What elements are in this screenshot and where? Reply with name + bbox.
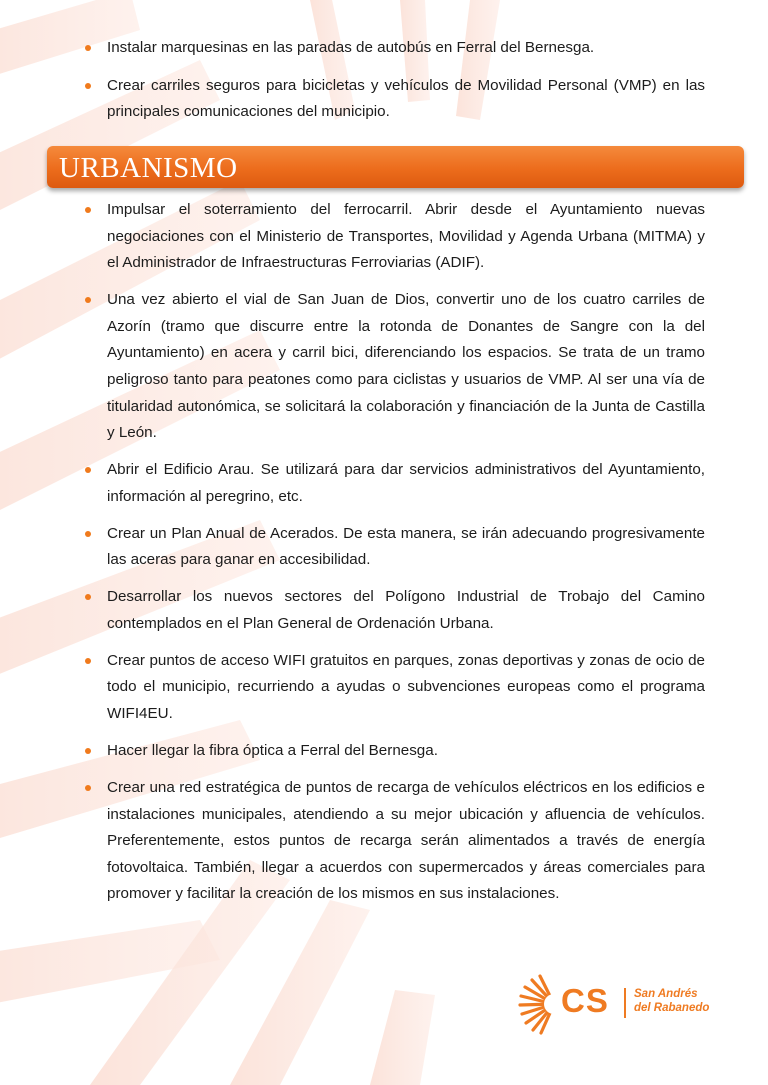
logo-line-2: del Rabanedo	[634, 1002, 710, 1014]
list-item	[85, 521, 705, 574]
list-item-text: Crear un Plan Anual de Acerados. De esta manera, se irán adecuando progresivamente las aceras para ganar en accesibilidad.	[107, 524, 705, 569]
list-item-text: Una vez abierto el vial de San Juan de Dios, convertir uno de los cuatro carriles de Azorín (tramo que discurre entre la rotonda de Donantes de Sangre con la del Ayuntamiento) en acera y carril bici, diferenciando los espacios. Se trata de un tramo peligroso tanto para peatones como para ciclistas y usuarios de VMP. Al ser una vía de titularidad autonómica, se solicitará la colaboración y financiación de la Junta de Castilla y León.	[107, 291, 705, 442]
list-item	[85, 457, 705, 510]
bullet-icon	[85, 297, 91, 303]
list-item-text: Impulsar el soterramiento del ferrocarril. Abrir desde el Ayuntamiento nuevas negociaciones con el Ministerio de Transportes, Movilidad y Agenda Urbana (MITMA) y el Administrador de Infraestructuras Ferroviarias (ADIF).	[107, 201, 705, 272]
bullet-icon	[85, 207, 91, 213]
list-item	[85, 35, 705, 62]
bullet-icon	[85, 467, 91, 473]
logo-line-1: San Andrés	[634, 988, 698, 1000]
list-item	[85, 738, 705, 765]
list-item-text: Abrir el Edificio Arau. Se utilizará para dar servicios administrativos del Ayuntamiento, información al peregrino, etc.	[107, 461, 705, 505]
list-item-text: Crear carriles seguros para bicicletas y vehículos de Movilidad Personal (VMP) en las principales comunicaciones del municipio.	[107, 76, 705, 121]
section-header-bar	[47, 146, 744, 188]
list-item-text: Desarrollar los nuevos sectores del Polígono Industrial de Trobajo del Camino contemplados en el Plan General de Ordenación Urbana.	[107, 588, 705, 632]
logo-mark: CS	[561, 982, 609, 1019]
urbanismo-list	[85, 197, 705, 918]
list-item	[85, 287, 705, 447]
list-item-text: Crear puntos de acceso WIFI gratuitos en parques, zonas deportivas y zonas de ocio de todo el municipio, recurriendo a ayudas o subvenciones europeas como el programa WIFI4EU.	[107, 651, 705, 723]
list-item	[85, 73, 705, 126]
list-item	[85, 648, 705, 728]
list-item	[85, 775, 705, 908]
bullet-icon	[85, 785, 91, 791]
list-item-text: Crear una red estratégica de puntos de recarga de vehículos eléctricos en los edificios e instalaciones municipales, atendiendo a su mejor ubicación y afluencia de vehículos. Preferentemente, estos puntos de recarga serán alimentados a través de energía fotovoltaica. También, llegar a acuerdos con supermercados y áreas comerciales para promover y facilitar la creación de los mismos en sus instalaciones.	[107, 779, 705, 903]
sunburst-icon	[518, 972, 562, 1036]
list-item-text: Instalar marquesinas en las paradas de autobús en Ferral del Bernesga.	[107, 39, 595, 56]
list-item	[85, 197, 705, 277]
bullet-icon	[85, 748, 91, 754]
intro-list	[85, 35, 705, 137]
bullet-icon	[85, 45, 91, 51]
logo-divider	[624, 988, 626, 1018]
section-title: URBANISMO	[59, 152, 238, 184]
list-item	[85, 584, 705, 637]
bullet-icon	[85, 531, 91, 537]
bullet-icon	[85, 83, 91, 89]
list-item-text: Hacer llegar la fibra óptica a Ferral del Bernesga.	[107, 742, 438, 760]
bullet-icon	[85, 594, 91, 600]
party-logo	[518, 972, 718, 1036]
bullet-icon	[85, 658, 91, 664]
